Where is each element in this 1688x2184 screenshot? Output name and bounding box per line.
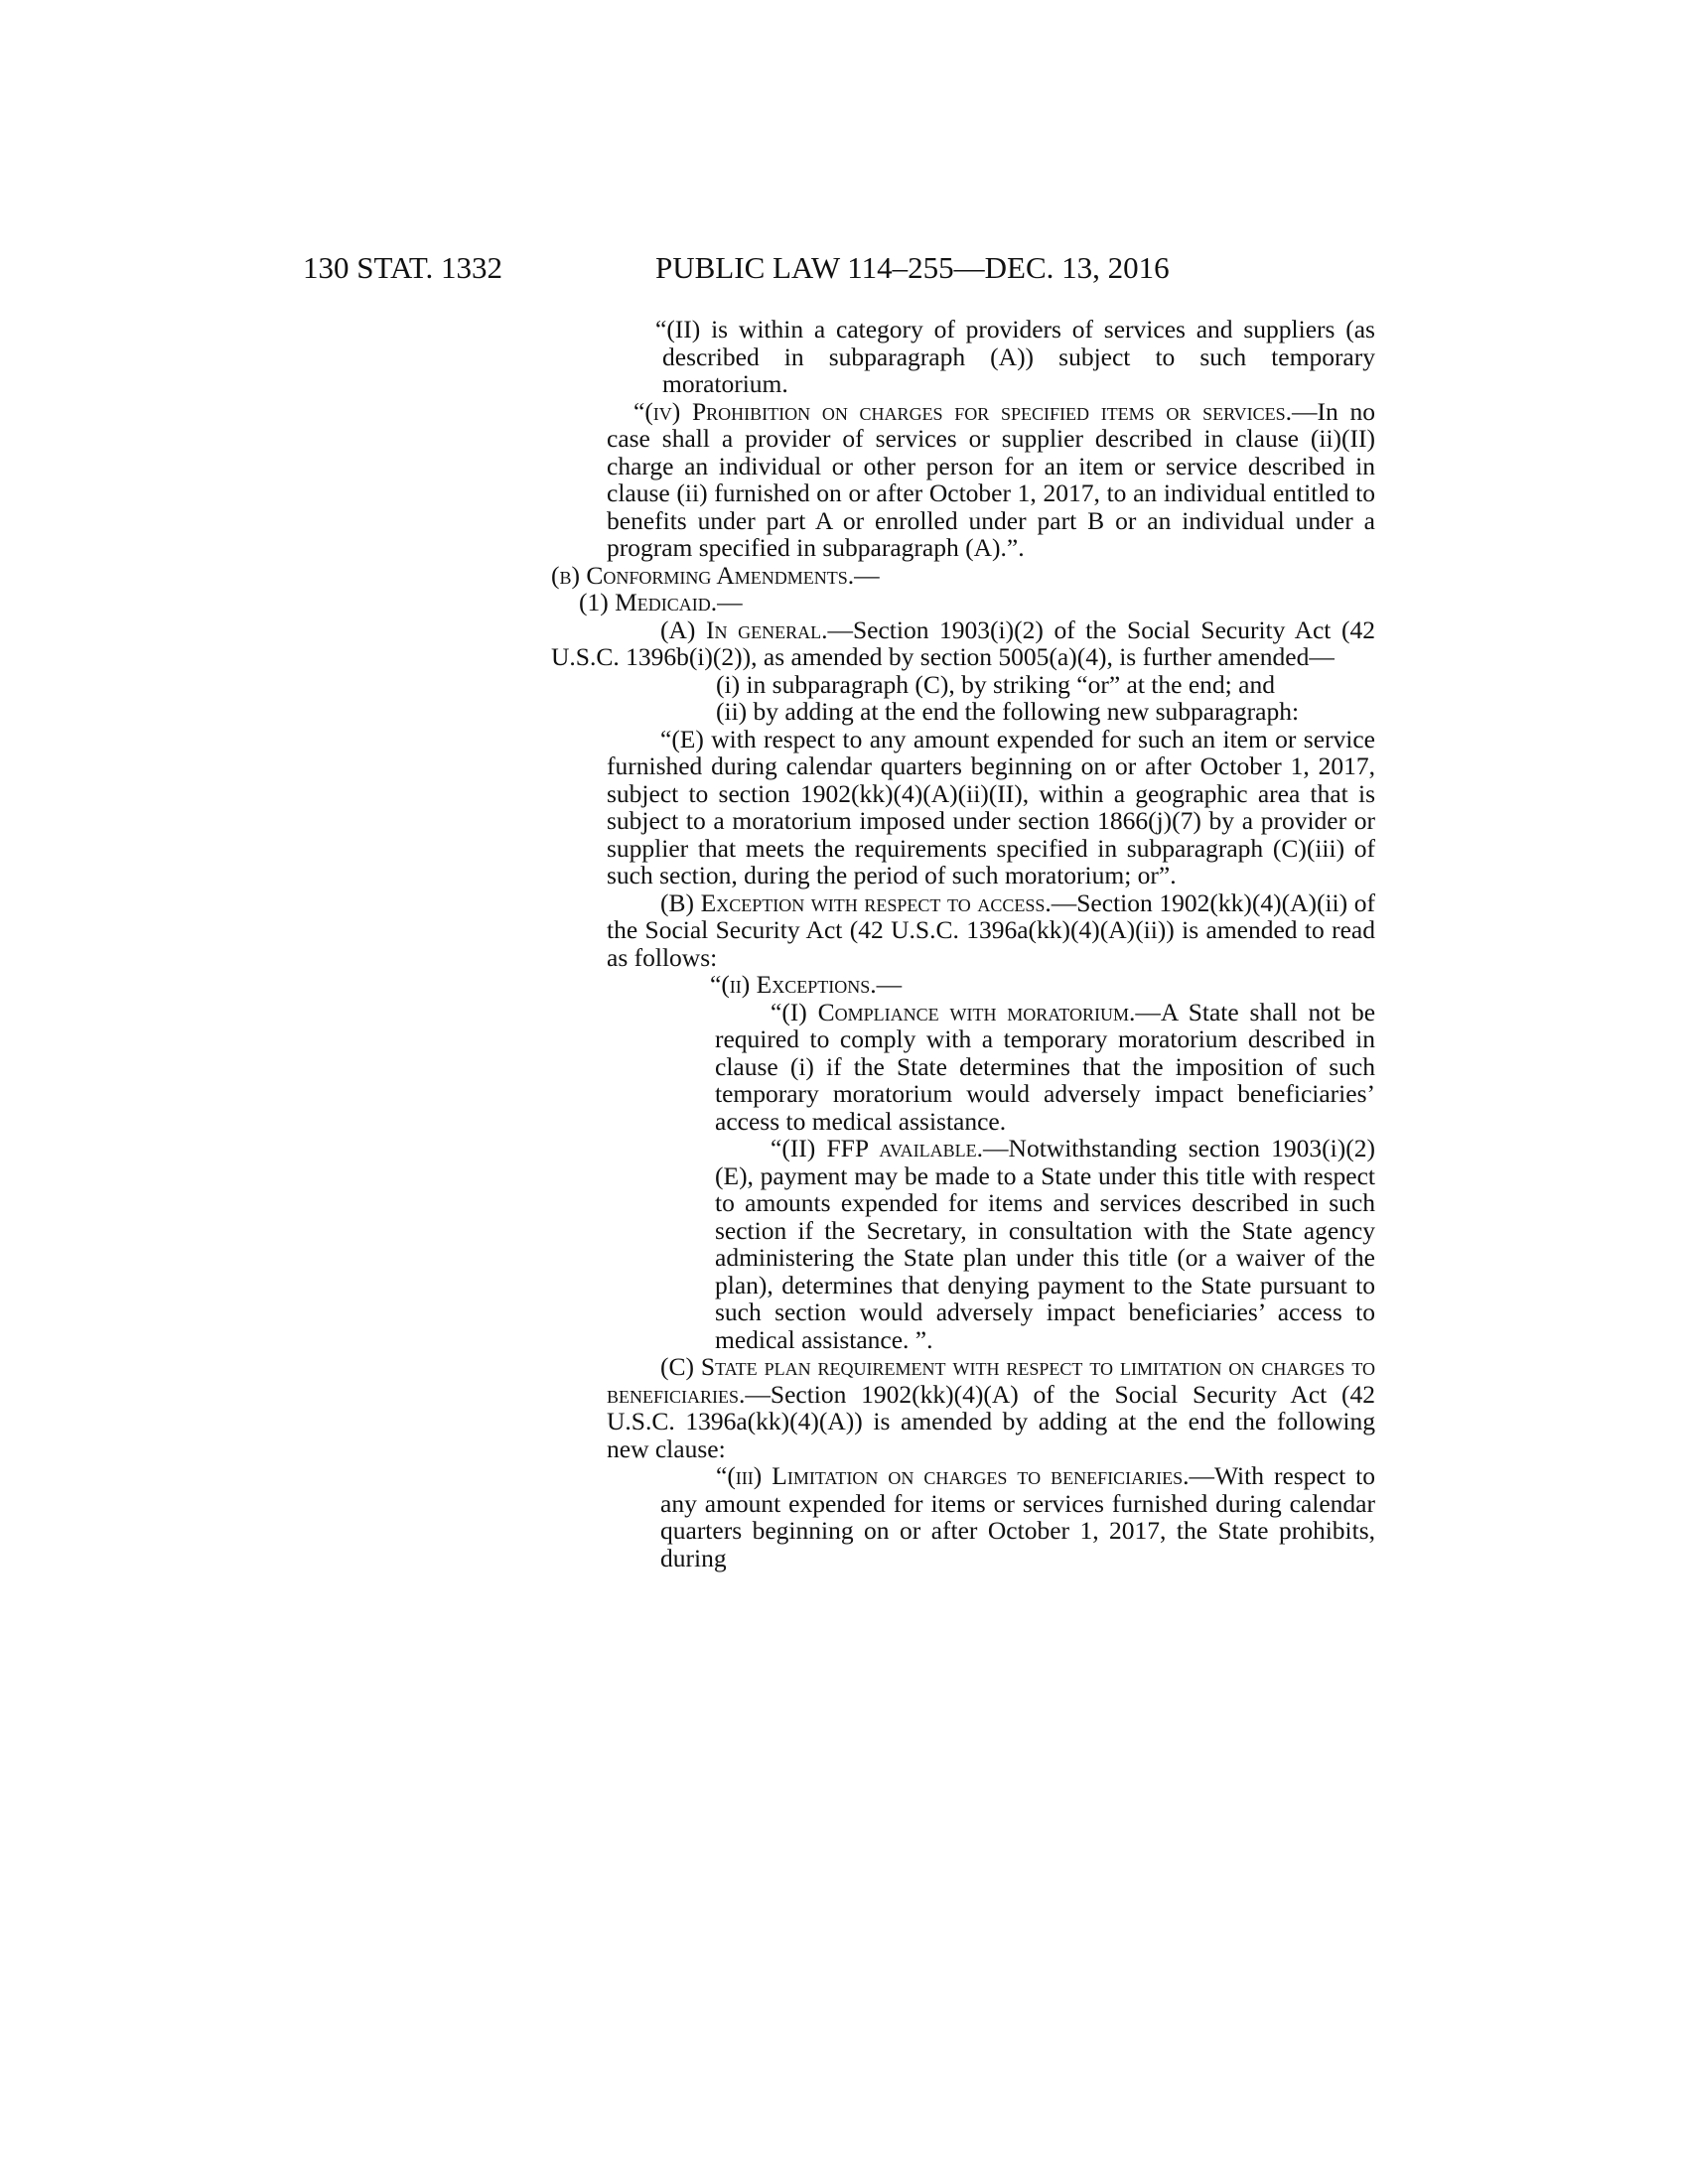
subparagraph-heading: (C) State plan requirement with respect to limitation on charges to beneficiaries. (607, 1352, 1375, 1409)
public-law-title: PUBLIC LAW 114–255—DEC. 13, 2016 (655, 250, 1170, 285)
subclause-heading: “(II) FFP available. (771, 1134, 984, 1162)
subparagraph-heading: (A) In general. (660, 614, 828, 644)
clause-iii-limitation: “(iii) Limitation on charges to beneficiaries.—With respect to any amount expended for items or services furnished during calendar quarters beginning on or after October 1, 2017, the State prohibits, during (660, 1461, 1375, 1572)
subclause-i-compliance: “(I) Compliance with moratorium.—A State shall not be required to comply with a temporary moratorium described in clause (i) if the State determines that the imposition of such temporary moratorium would adversely impact beneficiaries’ access to medical assistance. (715, 997, 1376, 1136)
subparagraph-c-state-plan: (C) State plan requirement with respect to limitation on charges to beneficiaries.—Section 1902(kk)(4)(A) of the Social Security Act (42 U.S.C. 1396a(kk)(4)(A)) is amended by adding at the end the following new clause: (607, 1352, 1375, 1463)
clause-ii-adding: (ii) by adding at the end the following new subparagraph: (716, 697, 1300, 726)
statute-page-reference: 130 STAT. 1332 (303, 250, 503, 285)
clause-i-striking: (i) in subparagraph (C), by striking “or” at the end; and (716, 669, 1275, 699)
subsection-b-heading: (b) Conforming Amendments.— (551, 560, 880, 590)
clause-iv-prohibition: “(iv) Prohibition on charges for specified items or services.—In no case shall a provider of services or supplier described in clause (ii)(II) charge an individual or other person for an item or service described in clause (ii) furnished on or after October 1, 2017, to an individual entitled to benefits under part A or enrolled under part B or an individual under a program specified in subparagraph (A).”. (607, 396, 1375, 562)
subparagraph-heading: (B) Exception with respect to access. (660, 887, 1052, 917)
clause-heading: “(iv) Prohibition on charges for specified items or services. (633, 396, 1293, 426)
clause-ii-exceptions: “(ii) Exceptions.— (710, 970, 903, 999)
subclause-heading: “(I) Compliance with moratorium. (771, 997, 1136, 1026)
subclause-ii-ffp: “(II) FFP available.—Notwithstanding section 1903(i)(2)(E), payment may be made to a State under this title with respect to amounts expended for items and services described in such section if the Secretary, in consultation with the State agency administering the State plan under this title (or a waiver of the plan), determines that denying payment to the State pursuant to such section would adversely impact beneficiaries’ access to medical assistance. ”. (715, 1134, 1375, 1354)
clause-heading: “(iii) Limitation on charges to beneficiaries. (716, 1461, 1190, 1490)
subparagraph-e-text: “(E) with respect to any amount expended for such an item or service furnished during calendar quarters beginning on or after October 1, 2017, subject to section 1902(kk)(4)(A)(ii)(II), within a geographic area that is subject to a moratorium imposed under section 1866(j)(7) by a provider or supplier that meets the requirements specified in subparagraph (C)(iii) of such section, during the period of such moratorium; or”. (607, 724, 1375, 889)
subparagraph-a-in-general: (A) In general.—Section 1903(i)(2) of the Social Security Act (42 U.S.C. 1396b(i)(2)), as amended by section 5005(a)(4), is further amended— (551, 614, 1375, 671)
paragraph-heading: (1) Medicaid. (579, 588, 718, 616)
clause-heading: “(ii) Exceptions. (710, 970, 877, 999)
paragraph-1-medicaid: (1) Medicaid.— (579, 588, 743, 616)
page-header (303, 248, 1375, 288)
subparagraph-b-exception: (B) Exception with respect to access.—Section 1902(kk)(4)(A)(ii) of the Social Security Act (42 U.S.C. 1396a(kk)(4)(A)(ii)) is amended to read as follows: (607, 887, 1375, 972)
subsection-heading: (b) Conforming Amendments. (551, 560, 855, 590)
statute-text (551, 316, 1375, 1571)
subclause-ii-ii: “(II) is within a category of providers of services and suppliers (as described in subparagraph (A)) subject to such temporary moratorium. (655, 315, 1375, 398)
